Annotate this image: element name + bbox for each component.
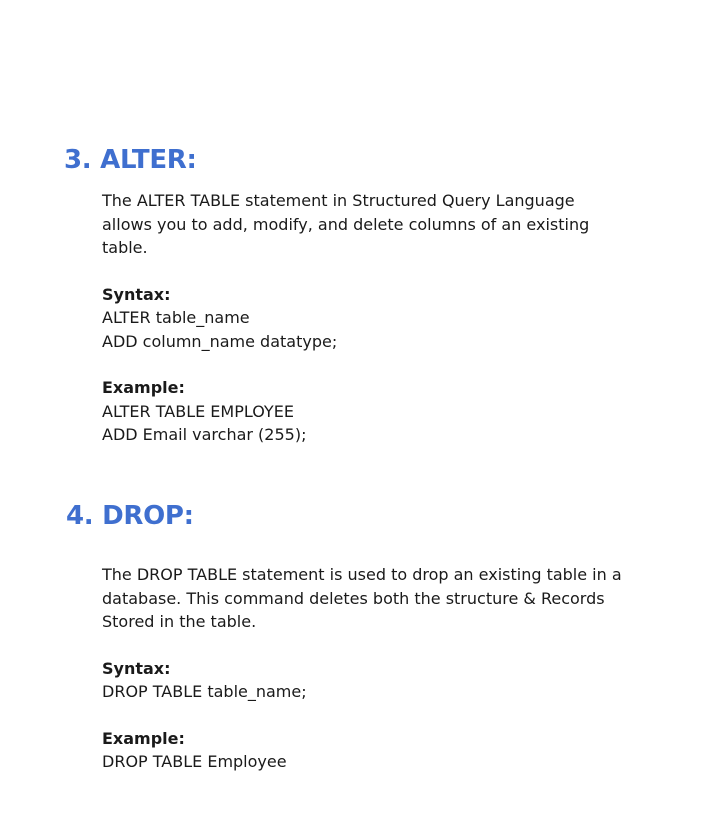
spacer — [102, 353, 662, 376]
drop-description-line: database. This command deletes both the structure & Records — [102, 588, 605, 608]
drop-syntax-block — [102, 657, 662, 704]
drop-description-line: Stored in the table. — [102, 612, 257, 631]
alter-section-heading: 3. ALTER: — [64, 145, 197, 175]
alter-syntax-line: ALTER table_name — [102, 308, 250, 327]
spacer — [102, 634, 662, 657]
alter-example-block — [102, 376, 662, 447]
alter-description-line: The ALTER TABLE statement in Structured Query Language — [102, 191, 575, 210]
alter-example-label: Example: — [102, 378, 185, 397]
alter-example-line: ALTER TABLE EMPLOYEE — [102, 401, 294, 421]
drop-syntax-label: Syntax: — [102, 658, 171, 678]
drop-example-line: DROP TABLE Employee — [102, 752, 287, 771]
drop-description-line: The DROP TABLE statement is used to drop an existing table in a — [102, 565, 622, 584]
alter-syntax-block — [102, 283, 662, 354]
drop-syntax-line: DROP TABLE table_name; — [102, 682, 307, 701]
drop-section-heading: 4. DROP: — [66, 501, 194, 531]
drop-description — [102, 563, 662, 634]
spacer — [102, 704, 662, 727]
drop-section-body — [102, 563, 662, 774]
alter-description-line: allows you to add, modify, and delete columns of an existing — [102, 214, 590, 234]
alter-section-body — [102, 189, 662, 447]
drop-example-block — [102, 727, 662, 774]
spacer — [102, 260, 662, 283]
drop-example-label: Example: — [102, 728, 185, 748]
alter-example-line: ADD Email varchar (255); — [102, 425, 307, 444]
alter-description-line: table. — [102, 238, 148, 257]
alter-description — [102, 189, 662, 260]
alter-syntax-line: ADD column_name datatype; — [102, 331, 338, 351]
alter-syntax-label: Syntax: — [102, 284, 171, 304]
